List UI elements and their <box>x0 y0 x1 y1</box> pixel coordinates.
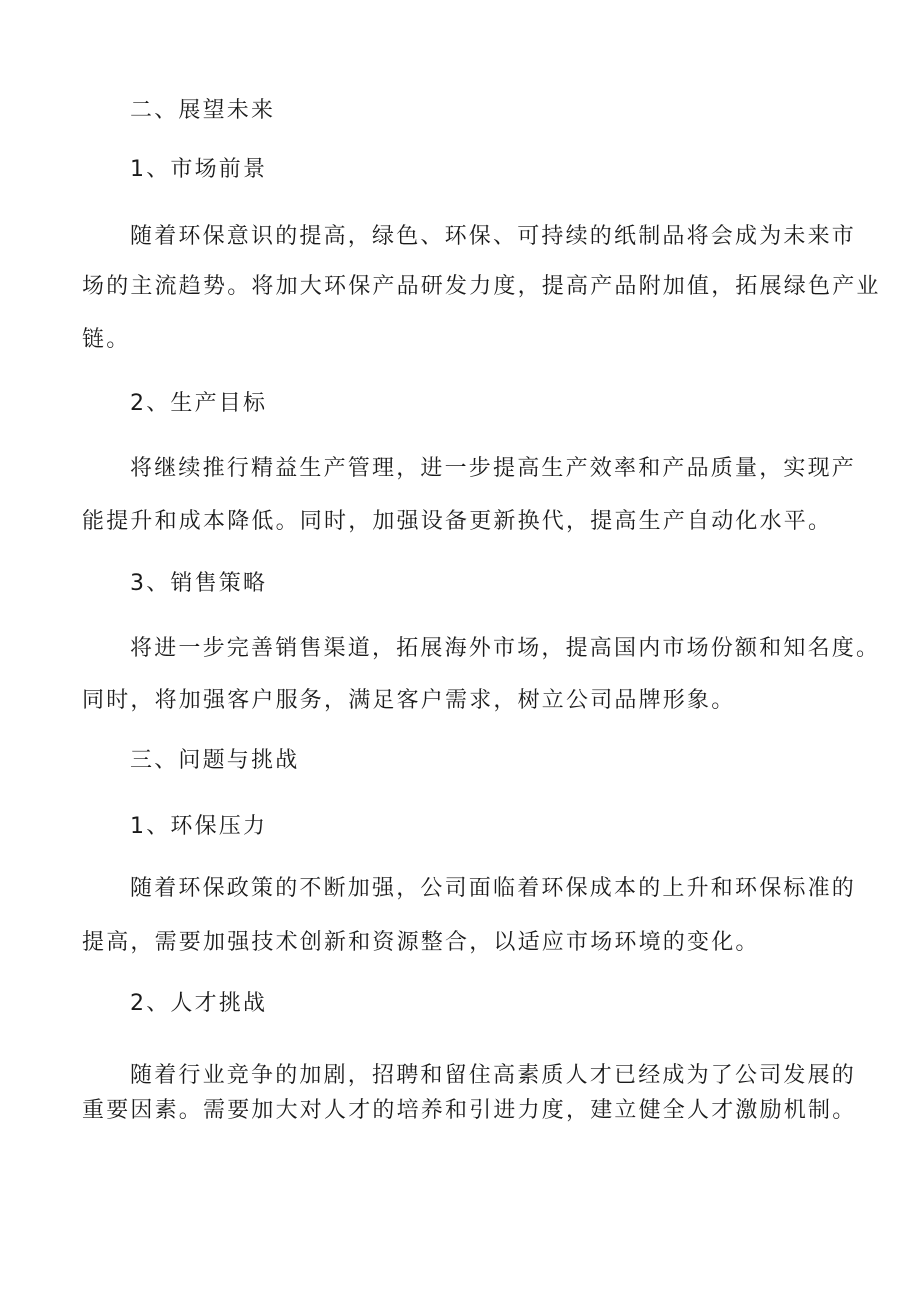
paragraph-line: 场的主流趋势。将加大环保产品研发力度，提高产品附加值，拓展绿色产业 <box>82 274 881 299</box>
paragraph-line: 提高，需要加强技术创新和资源整合，以适应市场环境的变化。 <box>82 930 760 955</box>
subheading-sales-strategy: 3、销售策略 <box>130 571 268 596</box>
paragraph-line: 随着环保意识的提高，绿色、环保、可持续的纸制品将会成为未来市 <box>130 224 857 249</box>
subheading-market-prospects: 1、市场前景 <box>130 157 268 182</box>
subheading-production-goals: 2、生产目标 <box>130 391 268 416</box>
paragraph-line: 将继续推行精益生产管理，进一步提高生产效率和产品质量，实现产 <box>130 456 857 481</box>
subheading-talent-challenge: 2、人才挑战 <box>130 991 268 1016</box>
paragraph-line: 将进一步完善销售渠道，拓展海外市场，提高国内市场份额和知名度。 <box>130 636 881 661</box>
paragraph-line: 链。 <box>82 327 131 352</box>
section-heading-challenges: 三、问题与挑战 <box>130 748 300 773</box>
paragraph-line: 随着行业竞争的加剧，招聘和留住高素质人才已经成为了公司发展的 <box>130 1063 857 1088</box>
paragraph-line: 能提升和成本降低。同时，加强设备更新换代，提高生产自动化水平。 <box>82 509 833 534</box>
section-heading-outlook: 二、展望未来 <box>130 98 276 123</box>
paragraph-line: 重要因素。需要加大对人才的培养和引进力度，建立健全人才激励机制。 <box>82 1098 857 1123</box>
subheading-environmental-pressure: 1、环保压力 <box>130 814 268 839</box>
paragraph-line: 同时，将加强客户服务，满足客户需求，树立公司品牌形象。 <box>82 688 736 713</box>
paragraph-line: 随着环保政策的不断加强，公司面临着环保成本的上升和环保标准的 <box>130 876 857 901</box>
